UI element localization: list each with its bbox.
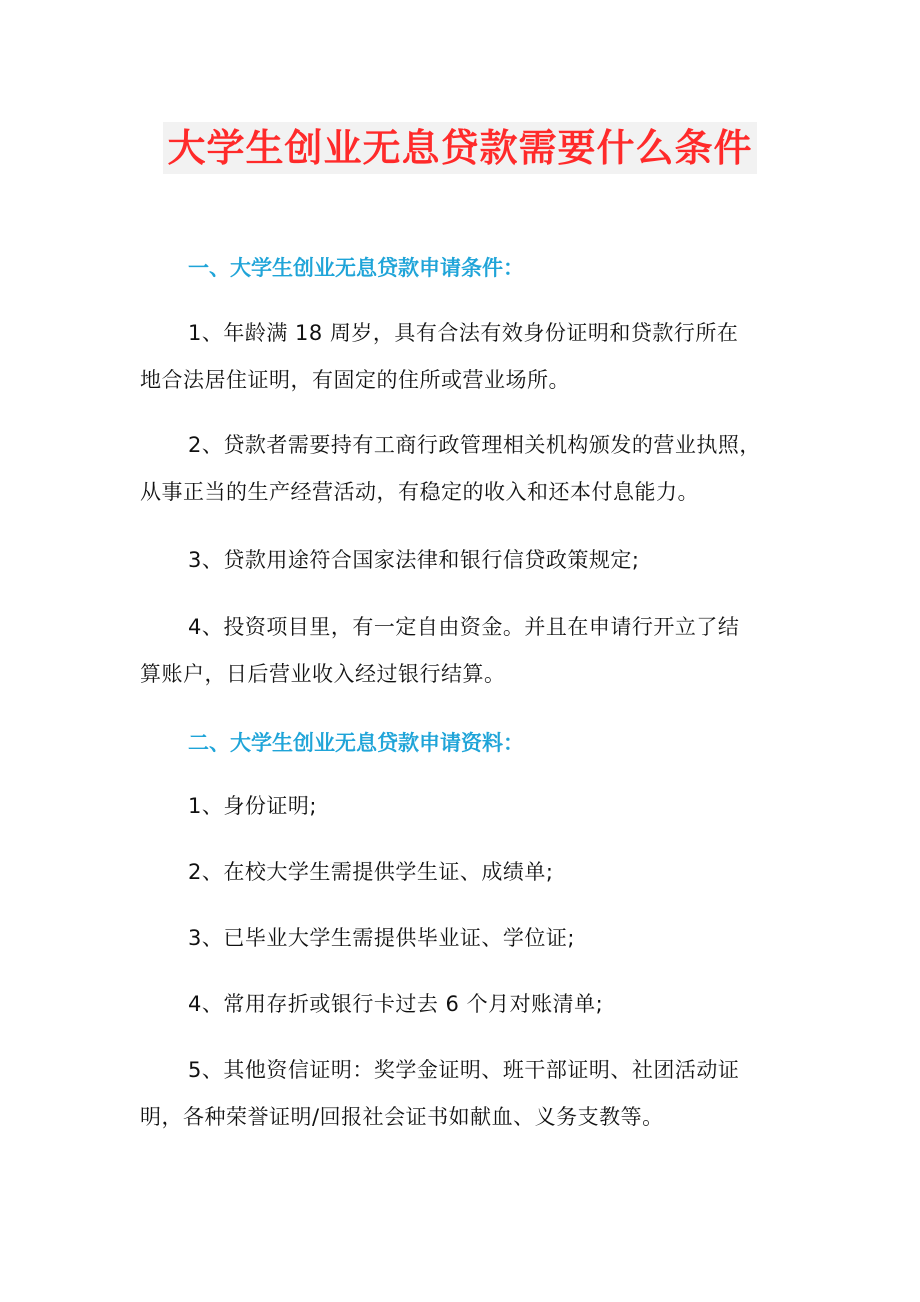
- section-1-item-1-line-2: 地合法居住证明，有固定的住所或营业场所。: [140, 368, 570, 392]
- section-1-item-1: [140, 310, 790, 404]
- document-title: 大学生创业无息贷款需要什么条件: [163, 122, 756, 174]
- section-1-item-2-line-1: 2、贷款者需要持有工商行政管理相关机构颁发的营业执照，: [188, 433, 761, 457]
- section-2-item-3-line-1: 3、已毕业大学生需提供毕业证、学位证;: [188, 926, 575, 950]
- section-2-item-5-line-2: 明，各种荣誉证明/回报社会证书如献血、义务支教等。: [140, 1105, 664, 1129]
- section-1-item-4-line-2: 算账户，日后营业收入经过银行结算。: [140, 662, 506, 686]
- section-1-item-1-line-1: 1、年龄满 18 周岁，具有合法有效身份证明和贷款行所在: [188, 321, 739, 345]
- section-2-item-4: [140, 981, 790, 1028]
- section-1-item-2-line-2: 从事正当的生产经营活动，有稳定的收入和还本付息能力。: [140, 480, 699, 504]
- section-1-item-4-line-1: 4、投资项目里，有一定自由资金。并且在申请行开立了结: [188, 615, 740, 639]
- section-2-item-2-line-1: 2、在校大学生需提供学生证、成绩单;: [188, 860, 554, 884]
- section-1-item-3-line-1: 3、贷款用途符合国家法律和银行信贷政策规定;: [188, 548, 640, 572]
- section-2-item-5: [140, 1047, 790, 1141]
- section-1-item-4: [140, 604, 790, 698]
- section-2-heading: 二、大学生创业无息贷款申请资料：: [188, 731, 524, 755]
- section-1-item-2: [140, 422, 790, 516]
- section-1-item-3: [140, 537, 790, 584]
- section-2-item-1-line-1: 1、身份证明;: [188, 794, 317, 818]
- title-container: [0, 122, 920, 174]
- section-2-item-3: [140, 915, 790, 962]
- section-2-item-5-line-1: 5、其他资信证明：奖学金证明、班干部证明、社团活动证: [188, 1058, 740, 1082]
- section-2-item-4-line-1: 4、常用存折或银行卡过去 6 个月对账清单;: [188, 992, 604, 1016]
- section-1-heading: 一、大学生创业无息贷款申请条件：: [188, 256, 524, 280]
- section-2-item-1: [140, 783, 790, 830]
- section-2-item-2: [140, 849, 790, 896]
